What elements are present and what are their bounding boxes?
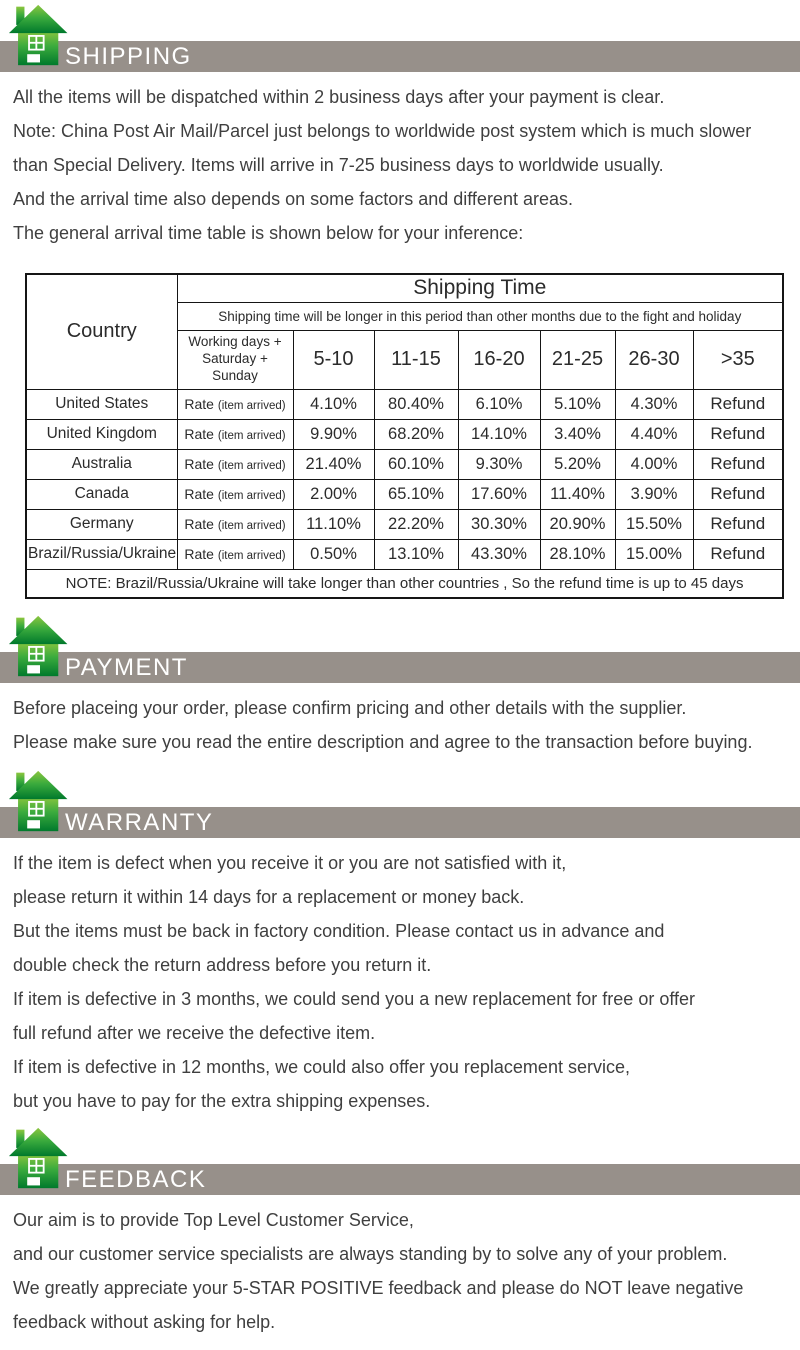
- payment-line: Before placeing your order, please confirm pricing and other details with the supplier.: [13, 698, 687, 718]
- rate-value-cell: 68.20%: [374, 419, 458, 449]
- refund-cell: Refund: [693, 389, 783, 419]
- table-header-row: [26, 274, 783, 302]
- warranty-line: please return it within 14 days for a replacement or money back.: [13, 887, 525, 907]
- rate-value-cell: 11.40%: [540, 479, 615, 509]
- warranty-line: But the items must be back in factory condition. Please contact us in advance and: [13, 921, 665, 941]
- table-row: [26, 509, 783, 539]
- rate-value-cell: 5.10%: [540, 389, 615, 419]
- rate-value-cell: 0.50%: [293, 539, 374, 569]
- warranty-line: full refund after we receive the defective item.: [13, 1023, 376, 1043]
- feedback-section-header: [0, 1129, 800, 1195]
- shipping-line: And the arrival time also depends on some factors and different areas.: [13, 189, 573, 209]
- rate-value-cell: 15.00%: [615, 539, 693, 569]
- house-icon: [8, 2, 72, 68]
- table-row: [26, 419, 783, 449]
- refund-cell: Refund: [693, 509, 783, 539]
- table-footnote-cell: NOTE: Brazil/Russia/Ukraine will take longer than other countries , So the refund time is up to 45 days: [26, 569, 783, 598]
- feedback-title: FEEDBACK: [65, 1165, 207, 1193]
- shipping-paragraphs: [0, 72, 800, 259]
- rate-value-cell: 9.30%: [458, 449, 540, 479]
- rate-value-cell: 5.20%: [540, 449, 615, 479]
- warranty-banner: [0, 807, 800, 838]
- shipping-line: All the items will be dispatched within 2 business days after your payment is clear.: [13, 87, 665, 107]
- country-cell: Canada: [26, 479, 177, 509]
- feedback-paragraphs: [0, 1195, 800, 1348]
- rate-value-cell: 4.30%: [615, 389, 693, 419]
- range-cell: 26-30: [615, 330, 693, 389]
- working-days-cell: Working days + Saturday + Sunday: [177, 330, 293, 389]
- shipping-line: than Special Delivery. Items will arrive in 7-25 business days to worldwide usually.: [13, 155, 664, 175]
- country-cell: Germany: [26, 509, 177, 539]
- house-icon: [8, 768, 72, 834]
- range-cell: >35: [693, 330, 783, 389]
- rate-cell: Rate (item arrived): [177, 479, 293, 509]
- rate-value-cell: 30.30%: [458, 509, 540, 539]
- warranty-line: If item is defective in 3 months, we could send you a new replacement for free or offer: [13, 989, 696, 1009]
- rate-value-cell: 4.00%: [615, 449, 693, 479]
- rate-value-cell: 21.40%: [293, 449, 374, 479]
- warranty-line: If the item is defect when you receive it or you are not satisfied with it,: [13, 853, 567, 873]
- rate-value-cell: 15.50%: [615, 509, 693, 539]
- rate-value-cell: 60.10%: [374, 449, 458, 479]
- rate-value-cell: 80.40%: [374, 389, 458, 419]
- rate-value-cell: 17.60%: [458, 479, 540, 509]
- refund-cell: Refund: [693, 449, 783, 479]
- rate-cell: Rate (item arrived): [177, 419, 293, 449]
- range-cell: 5-10: [293, 330, 374, 389]
- rate-value-cell: 20.90%: [540, 509, 615, 539]
- shipping-section-header: [0, 0, 800, 72]
- warranty-section-header: [0, 772, 800, 838]
- rate-value-cell: 3.90%: [615, 479, 693, 509]
- rate-value-cell: 13.10%: [374, 539, 458, 569]
- rate-value-cell: 2.00%: [293, 479, 374, 509]
- rate-cell: Rate (item arrived): [177, 539, 293, 569]
- feedback-line: and our customer service specialists are always standing by to solve any of your problem.: [13, 1244, 728, 1264]
- warranty-line: but you have to pay for the extra shipping expenses.: [13, 1091, 431, 1111]
- feedback-line: We greatly appreciate your 5-STAR POSITIVE feedback and please do NOT leave negative: [13, 1278, 744, 1298]
- shipping-title: SHIPPING: [65, 42, 192, 70]
- rate-value-cell: 43.30%: [458, 539, 540, 569]
- table-row: [26, 449, 783, 479]
- rate-cell: Rate (item arrived): [177, 449, 293, 479]
- range-cell: 11-15: [374, 330, 458, 389]
- refund-cell: Refund: [693, 419, 783, 449]
- rate-value-cell: 4.40%: [615, 419, 693, 449]
- rate-value-cell: 11.10%: [293, 509, 374, 539]
- country-header-cell: Country: [26, 274, 177, 389]
- range-cell: 16-20: [458, 330, 540, 389]
- refund-cell: Refund: [693, 539, 783, 569]
- feedback-line: Our aim is to provide Top Level Customer Service,: [13, 1210, 414, 1230]
- table-row: [26, 539, 783, 569]
- warranty-title: WARRANTY: [65, 808, 214, 836]
- rate-value-cell: 9.90%: [293, 419, 374, 449]
- rate-value-cell: 6.10%: [458, 389, 540, 419]
- payment-title: PAYMENT: [65, 653, 188, 681]
- rate-value-cell: 28.10%: [540, 539, 615, 569]
- period-note-cell: Shipping time will be longer in this period than other months due to the fight and holiday: [177, 302, 783, 330]
- shipping-time-header-cell: Shipping Time: [177, 274, 783, 302]
- shipping-line: The general arrival time table is shown below for your inference:: [13, 223, 524, 243]
- warranty-line: double check the return address before you return it.: [13, 955, 432, 975]
- rate-value-cell: 22.20%: [374, 509, 458, 539]
- warranty-line: If item is defective in 12 months, we could also offer you replacement service,: [13, 1057, 630, 1077]
- feedback-line: feedback without asking for help.: [13, 1312, 276, 1332]
- warranty-paragraphs: [0, 838, 800, 1127]
- shipping-banner: [0, 41, 800, 72]
- rate-value-cell: 3.40%: [540, 419, 615, 449]
- rate-value-cell: 4.10%: [293, 389, 374, 419]
- feedback-banner: [0, 1164, 800, 1195]
- payment-line: Please make sure you read the entire description and agree to the transaction before buying.: [13, 732, 753, 752]
- house-icon: [8, 1125, 72, 1191]
- country-cell: United Kingdom: [26, 419, 177, 449]
- shipping-time-table: [25, 273, 784, 599]
- rate-value-cell: 14.10%: [458, 419, 540, 449]
- rate-cell: Rate (item arrived): [177, 509, 293, 539]
- house-icon: [8, 613, 72, 679]
- table-row: [26, 389, 783, 419]
- rate-cell: Rate (item arrived): [177, 389, 293, 419]
- payment-section-header: [0, 617, 800, 683]
- rate-value-cell: 65.10%: [374, 479, 458, 509]
- country-cell: Australia: [26, 449, 177, 479]
- table-row: [26, 479, 783, 509]
- country-cell: United States: [26, 389, 177, 419]
- payment-banner: [0, 652, 800, 683]
- shipping-line: Note: China Post Air Mail/Parcel just belongs to worldwide post system which is much slower: [13, 121, 752, 141]
- refund-cell: Refund: [693, 479, 783, 509]
- country-cell: Brazil/Russia/Ukraine: [26, 539, 177, 569]
- range-cell: 21-25: [540, 330, 615, 389]
- table-footer-row: [26, 569, 783, 598]
- payment-paragraphs: [0, 683, 800, 768]
